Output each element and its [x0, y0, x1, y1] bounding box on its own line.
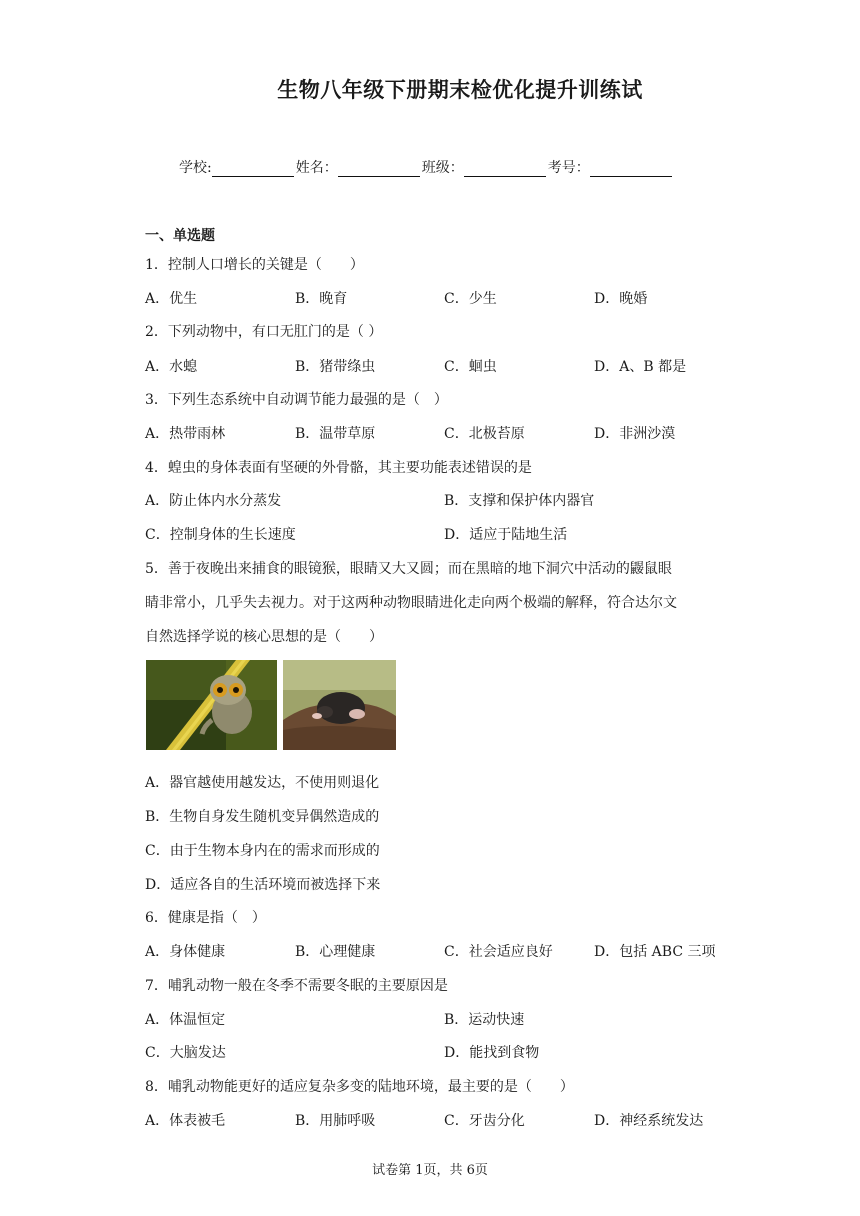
- question-4-option-b: B．支撑和保护体内器官: [444, 493, 595, 509]
- question-4-option-d: D．适应于陆地生活: [444, 527, 568, 543]
- question-5-stem-line-1: 5．善于夜晚出来捕食的眼镜猴，眼睛又大又圆；而在黑暗的地下洞穴中活动的鼹鼠眼: [145, 561, 672, 577]
- name-blank[interactable]: [338, 162, 420, 177]
- school-blank[interactable]: [212, 162, 294, 177]
- question-3-stem: 3．下列生态系统中自动调节能力最强的是（ ）: [145, 392, 448, 408]
- question-5-option-a: A．器官越使用越发达，不使用则退化: [145, 775, 380, 791]
- question-5-option-b: B．生物自身发生随机变异偶然造成的: [145, 809, 380, 825]
- question-3-option-c: C．北极苔原: [444, 426, 525, 442]
- mole-photo: [283, 660, 396, 750]
- question-5-option-d: D．适应各自的生活环境而被选择下来: [145, 877, 381, 893]
- class-blank[interactable]: [464, 162, 546, 177]
- question-8-stem: 8．哺乳动物能更好的适应复杂多变的陆地环境，最主要的是（ ）: [145, 1079, 574, 1095]
- question-1-option-a: A．优生: [145, 291, 198, 307]
- question-6-option-b: B．心理健康: [295, 944, 376, 960]
- question-7-option-a: A．体温恒定: [145, 1012, 226, 1028]
- question-6-option-a: A．身体健康: [145, 944, 226, 960]
- page-footer: 试卷第 1页，共 6页: [372, 1163, 488, 1178]
- class-label: 班级：: [421, 160, 464, 176]
- question-4-option-a: A．防止体内水分蒸发: [145, 493, 282, 509]
- name-label: 姓名：: [295, 160, 338, 176]
- question-8-option-a: A．体表被毛: [145, 1113, 226, 1129]
- question-2-option-d: D．A、B 都是: [594, 359, 687, 375]
- question-4-option-c: C．控制身体的生长速度: [145, 527, 296, 543]
- question-2-option-a: A．水螅: [145, 359, 198, 375]
- question-6-option-c: C．社会适应良好: [444, 944, 553, 960]
- question-8-option-b: B．用肺呼吸: [295, 1113, 376, 1129]
- question-1-stem: 1．控制人口增长的关键是（ ）: [145, 257, 364, 273]
- school-label: 学校:: [179, 160, 212, 176]
- question-7-option-c: C．大脑发达: [145, 1045, 226, 1061]
- question-7-option-d: D．能找到食物: [444, 1045, 540, 1061]
- question-3-option-d: D．非洲沙漠: [594, 426, 676, 442]
- question-6-option-d: D．包括 ABC 三项: [594, 944, 716, 960]
- question-5-stem-line-3: 自然选择学说的核心思想的是（ ）: [145, 629, 383, 645]
- exam-no-blank[interactable]: [590, 162, 672, 177]
- question-1-option-c: C．少生: [444, 291, 497, 307]
- section-title: 一、单选题: [145, 228, 215, 244]
- page-title: 生物八年级下册期末检优化提升训练试: [277, 77, 643, 102]
- question-2-option-c: C．蛔虫: [444, 359, 497, 375]
- question-5-option-c: C．由于生物本身内在的需求而形成的: [145, 843, 380, 859]
- question-7-stem: 7．哺乳动物一般在冬季不需要冬眠的主要原因是: [145, 978, 448, 994]
- question-2-option-b: B．猪带绦虫: [295, 359, 376, 375]
- question-5-stem-line-2: 睛非常小，几乎失去视力。对于这两种动物眼睛进化走向两个极端的解释，符合达尔文: [145, 595, 677, 611]
- question-2-stem: 2．下列动物中，有口无肛门的是（ ）: [145, 324, 383, 340]
- question-8-option-d: D．神经系统发达: [594, 1113, 704, 1129]
- question-7-option-b: B．运动快速: [444, 1012, 525, 1028]
- student-info-row: [179, 157, 674, 177]
- question-3-option-b: B．温带草原: [295, 426, 376, 442]
- question-3-option-a: A．热带雨林: [145, 426, 226, 442]
- question-6-stem: 6．健康是指（ ）: [145, 910, 266, 926]
- question-8-option-c: C．牙齿分化: [444, 1113, 525, 1129]
- question-4-stem: 4．蝗虫的身体表面有坚硬的外骨骼，其主要功能表述错误的是: [145, 460, 532, 476]
- exam-no-label: 考号：: [547, 160, 590, 176]
- tarsier-photo: [146, 660, 277, 750]
- question-1-option-d: D．晚婚: [594, 291, 648, 307]
- question-1-option-b: B．晚育: [295, 291, 348, 307]
